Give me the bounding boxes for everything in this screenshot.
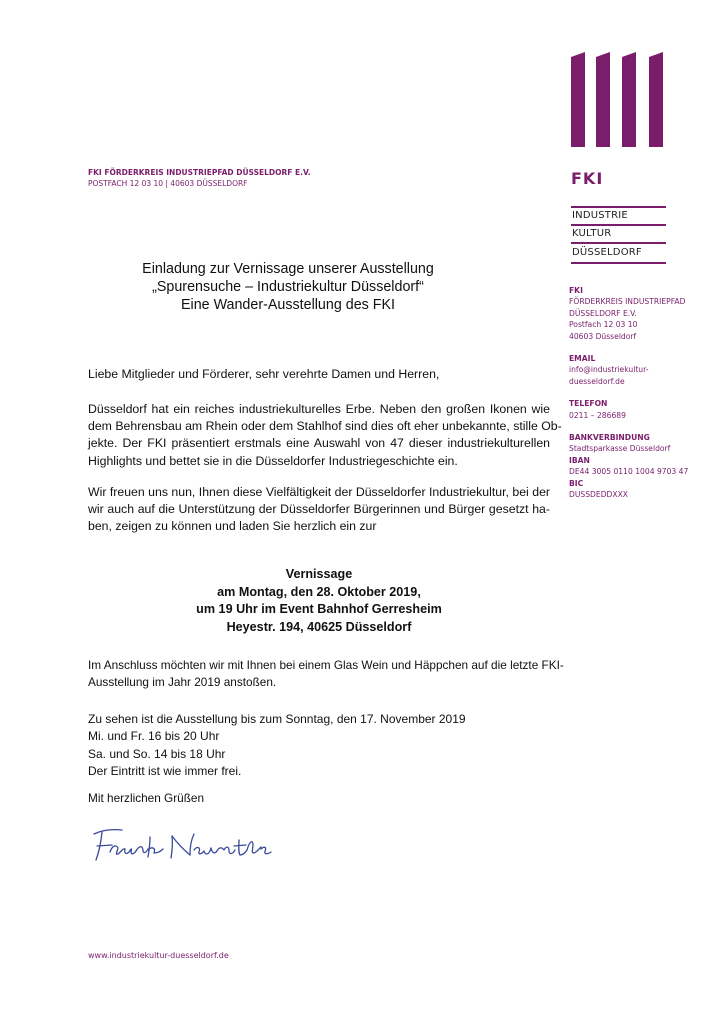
footer-website-link[interactable]: www.industriekultur-duesseldorf.de — [88, 951, 229, 960]
schedule-line: Mi. und Fr. 16 bis 20 Uhr — [88, 729, 220, 744]
opening-hours — [88, 711, 550, 781]
sidebar-org-heading: FKI — [569, 286, 583, 295]
event-line: Heyestr. 194, 40625 Düsseldorf — [226, 619, 412, 634]
paragraph-line: jekte. Der FKI präsentiert erstmals eine Auswahl von 47 dieser industriekulturellen — [88, 436, 550, 451]
title-line: „Spurensuche – Industriekultur Düsseldorf“ — [152, 279, 424, 295]
schedule-line: Der Eintritt ist wie immer frei. — [88, 764, 242, 779]
invitation-title — [88, 260, 488, 314]
paragraph-line: Ausstellung im Jahr 2019 anstoßen. — [88, 675, 277, 690]
sidebar-iban-heading: IBAN — [569, 455, 590, 465]
event-line: Vernissage — [285, 567, 353, 581]
sidebar-org-line: Postfach 12 03 10 — [569, 320, 638, 330]
paragraph-reception — [88, 657, 564, 691]
paragraph-line: Highlights und bettet sie in die Düsseldorfer Industriegeschichte ein. — [88, 453, 458, 468]
paragraph-line: Im Anschluss möchten wir mit Ihnen bei einem Glas Wein und Häppchen auf die letzte FKI- — [88, 658, 564, 672]
event-details — [88, 566, 550, 636]
logo-divider — [571, 206, 666, 208]
logo-word-kultur: KULTUR — [572, 228, 612, 239]
sidebar-email-heading: EMAIL — [569, 354, 596, 364]
title-line: Einladung zur Vernissage unserer Ausstellung — [142, 261, 434, 277]
closing-text: Mit herzlichen Grüßen — [88, 791, 205, 805]
logo-text: FKI — [571, 169, 604, 188]
event-line: um 19 Uhr im Event Bahnhof Gerresheim — [196, 602, 442, 616]
sidebar-phone: 0211 – 286689 — [569, 410, 626, 420]
logo-word-duesseldorf: DÜSSELDORF — [572, 247, 642, 258]
sender-block — [88, 167, 311, 189]
paragraph-invitation — [88, 484, 550, 536]
title-line: Eine Wander-Ausstellung des FKI — [180, 297, 396, 313]
sidebar-email[interactable]: info@industriekultur- — [569, 365, 649, 375]
logo-divider — [571, 224, 666, 226]
sidebar-iban: DE44 3005 0110 1004 9703 47 — [569, 467, 689, 477]
sidebar-org-line: FÖRDERKREIS INDUSTRIEPFAD — [569, 297, 686, 307]
paragraph-line: Düsseldorf hat ein reiches industriekulturelles Erbe. Neben den großen Ikonen wie — [88, 402, 550, 416]
sidebar-email[interactable]: duesseldorf.de — [569, 376, 625, 386]
paragraph-line: ben, zeigen zu können und laden Sie herzlich ein zur — [88, 519, 377, 534]
logo-divider — [571, 262, 666, 264]
sidebar-phone-heading: TELEFON — [569, 399, 608, 409]
schedule-line: Zu sehen ist die Ausstellung bis zum Sonntag, den 17. November 2019 — [88, 712, 466, 726]
event-line: am Montag, den 28. Oktober 2019, — [217, 584, 421, 599]
salutation — [88, 366, 550, 383]
sidebar-org-line: 40603 Düsseldorf — [569, 331, 637, 341]
paragraph-line: Wir freuen uns nun, Ihnen diese Vielfältigkeit der Düsseldorfer Industriekultur, bei der — [88, 485, 550, 499]
contact-sidebar — [569, 285, 719, 501]
sidebar-bic: DUSSDEDDXXX — [569, 490, 628, 500]
paragraph-heritage — [88, 401, 562, 470]
closing — [88, 790, 550, 807]
paragraph-line: wir auch auf die Unterstützung der Düsseldorfer Bürgerinnen und Bürger gesetzt ha- — [88, 502, 550, 517]
logo-word-industrie: INDUSTRIE — [572, 210, 628, 221]
sender-org: FKI FÖRDERKREIS INDUSTRIEPFAD DÜSSELDORF E.V. — [88, 168, 311, 177]
sidebar-bank-name: Stadtsparkasse Düsseldorf — [569, 444, 671, 454]
paragraph-line: dem Behrensbau am Rhein oder dem Stahlhof sind dies oft eher unbekannte, stille Ob- — [88, 419, 562, 434]
handwritten-signature — [88, 822, 288, 867]
fki-logo-mark — [571, 52, 671, 147]
logo-divider — [571, 242, 666, 244]
sidebar-bic-heading: BIC — [569, 478, 584, 488]
sidebar-org-line: DÜSSELDORF E.V. — [569, 308, 637, 318]
sender-address: POSTFACH 12 03 10 | 40603 DÜSSELDORF — [88, 179, 248, 188]
sidebar-bank-heading: BANKVERBINDUNG — [569, 433, 650, 443]
salutation-text: Liebe Mitglieder und Förderer, sehr verehrte Damen und Herren, — [88, 367, 440, 381]
schedule-line: Sa. und So. 14 bis 18 Uhr — [88, 746, 226, 761]
